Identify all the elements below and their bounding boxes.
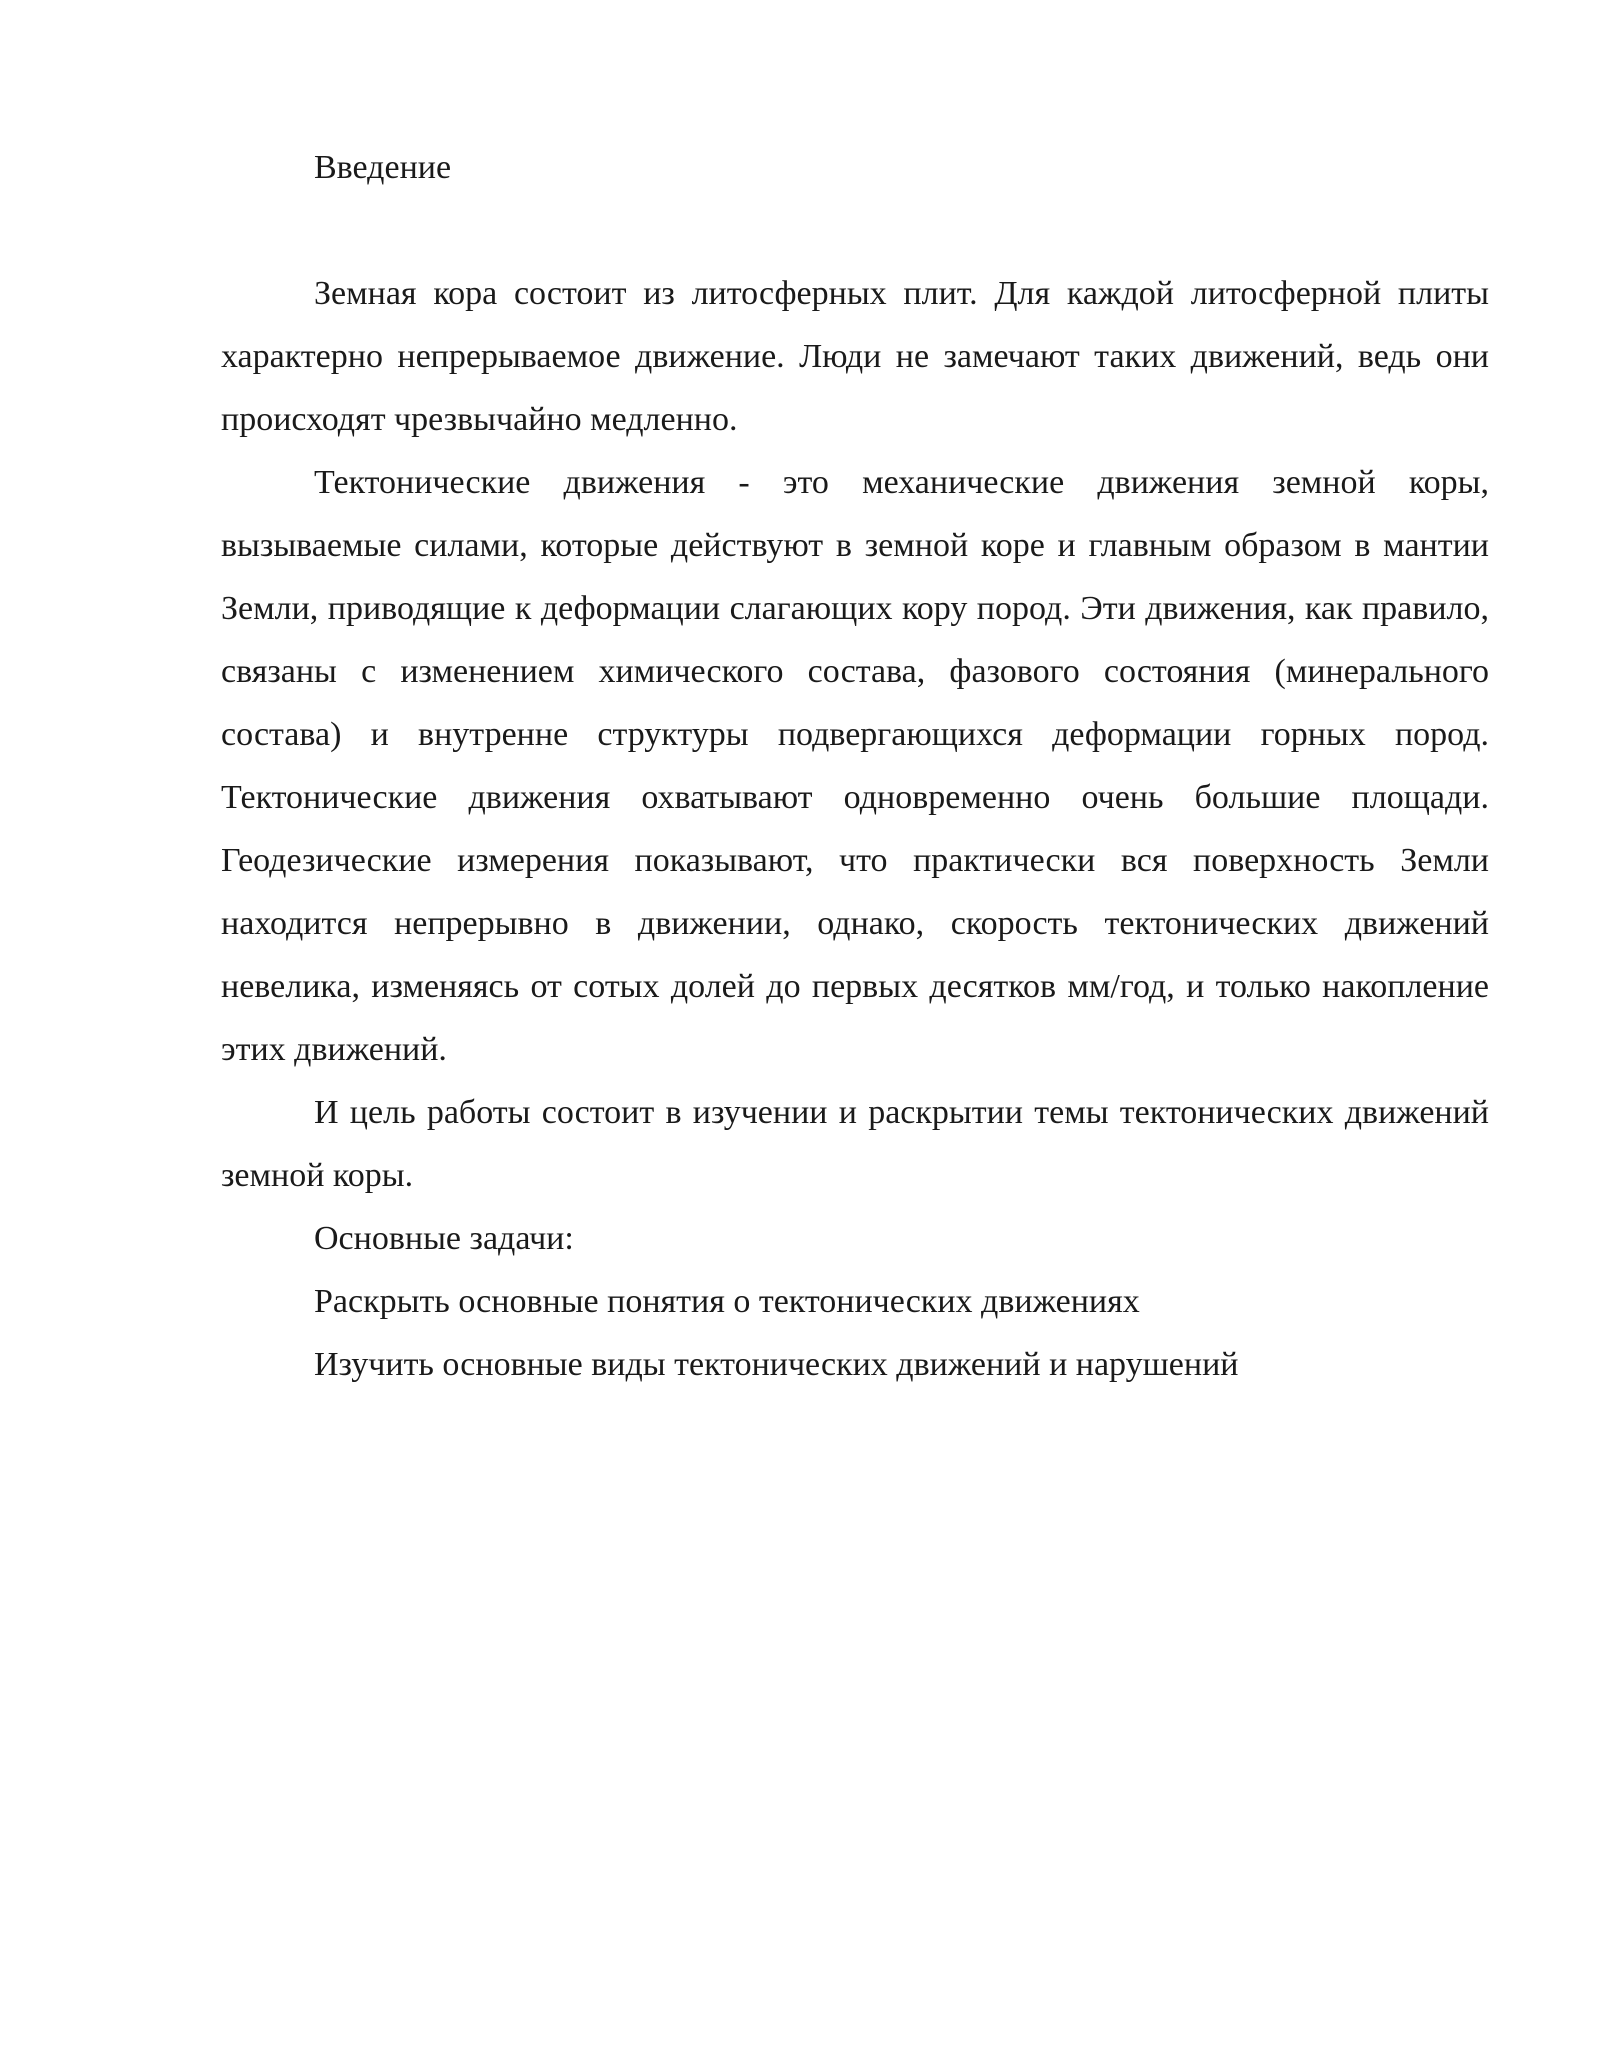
task-item: Изучить основные виды тектонических движений и нарушений <box>314 1346 1239 1383</box>
tasks-heading: Основные задачи: <box>314 1220 574 1257</box>
paragraph-intro: Земная кора состоит из литосферных плит. Для каждой литосферной плиты характерно непрерываемое движение. Люди не замечают таких движений, ведь они происходят чрезвычайно медленно. <box>221 275 1489 438</box>
paragraph-goal: И цель работы состоит в изучении и раскрытии темы тектонических движений земной коры. <box>221 1094 1489 1194</box>
section-heading: Введение <box>314 149 452 186</box>
paragraph-tectonic-movements: Тектонические движения - это механические движения земной коры, вызываемые силами, которые действуют в земной коре и главным образом в мантии Земли, приводящие к деформации слагающих кору пород. Эти движения, как правило, связаны с изменением химического состава, фазового состояния (минерального состава) и внутренне структуры подвергающихся деформации горных пород. Тектонические движения охватывают одновременно очень большие площади. Геодезические измерения показывают, что практически вся поверхность Земли находится непрерывно в движении, однако, скорость тектонических движений невелика, изменяясь от сотых долей до первых десятков мм/год, и только накопление этих движений. <box>221 464 1489 1068</box>
document-body <box>221 136 1489 1396</box>
task-item: Раскрыть основные понятия о тектонических движениях <box>314 1283 1140 1320</box>
blank-line <box>221 199 1489 262</box>
